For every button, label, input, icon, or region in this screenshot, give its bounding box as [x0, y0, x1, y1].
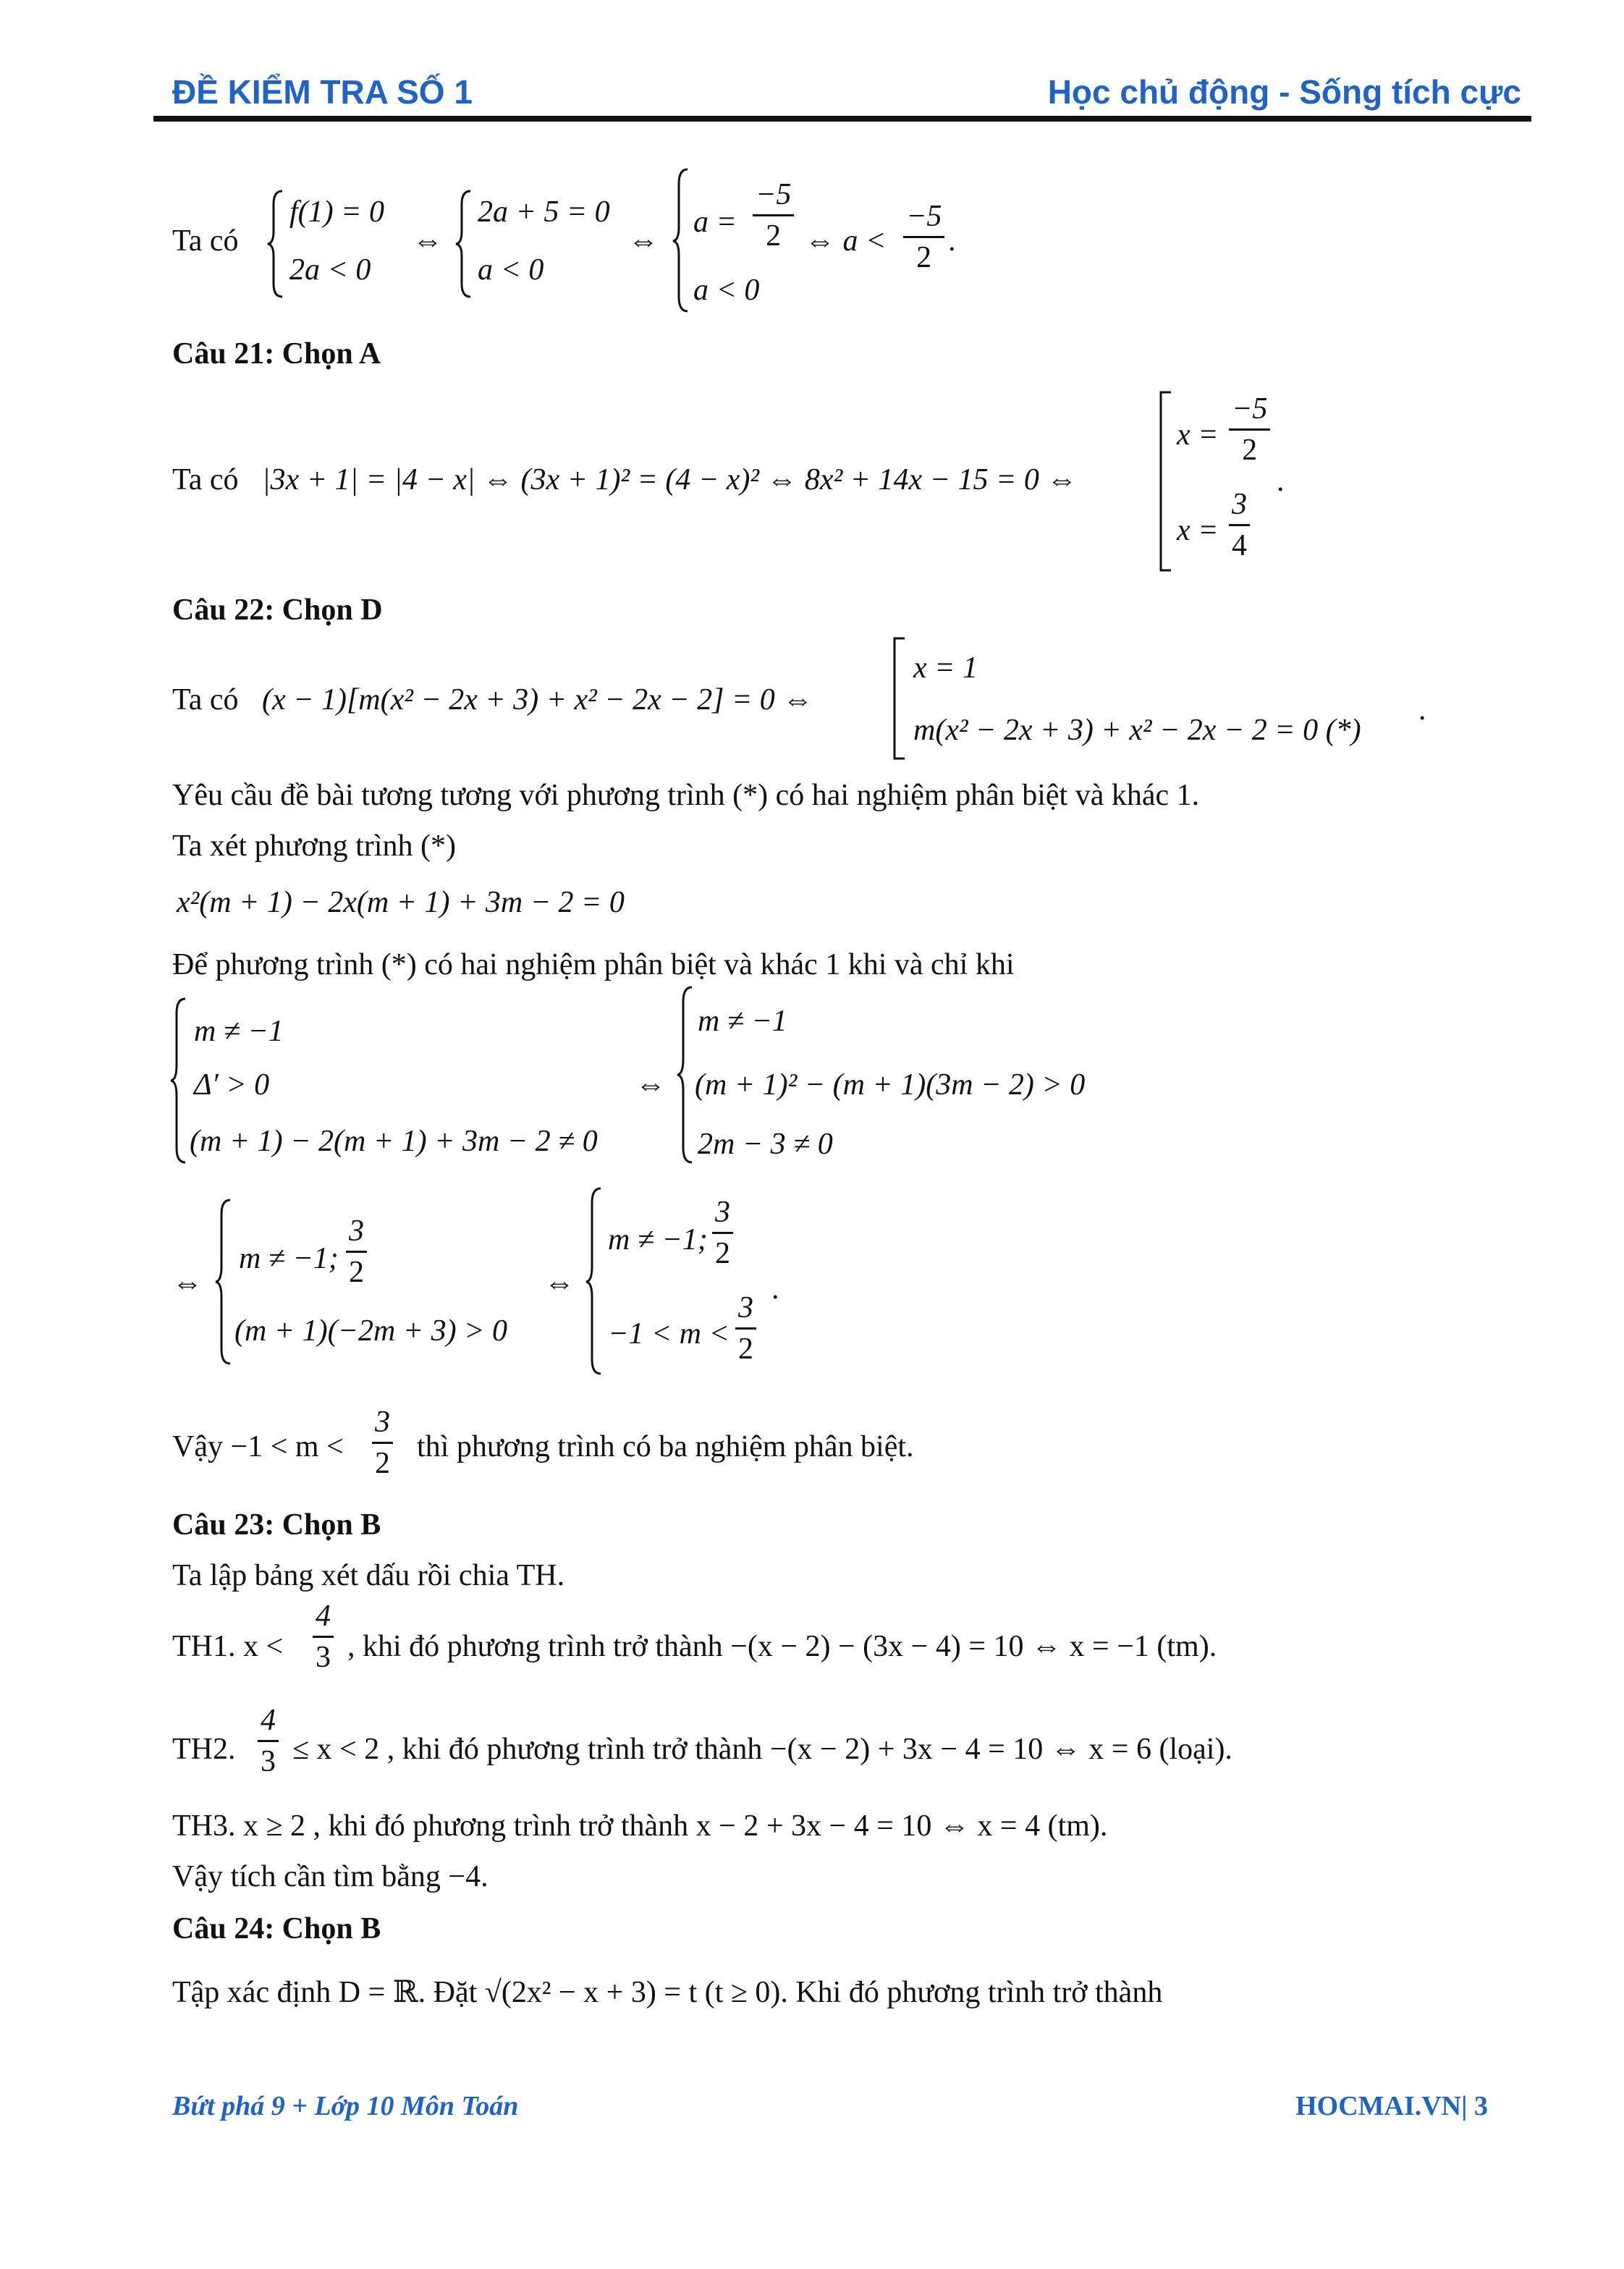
q22-final-1-frac: $\frac{3}{2}$: [712, 1197, 733, 1269]
q22-cond-2: Δ′ > 0: [194, 1068, 270, 1102]
q22-final-period: .: [771, 1272, 779, 1306]
q20-sys2-b: a < 0: [478, 253, 544, 287]
header-divider: [153, 116, 1531, 122]
q20-equiv-2: ⇔: [628, 224, 659, 258]
q22-equation-expanded: x²(m + 1) − 2x(m + 1) + 3m − 2 = 0: [177, 886, 625, 919]
q24-statement: Tập xác định D = ℝ. Đặt √(2x² − x + 3) = t (t ≥ 0). Khi đó phương trình trở thành: [172, 1976, 1163, 2009]
q20-sys2-a: 2a + 5 = 0: [478, 195, 610, 229]
q20-sys1-a: f(1) = 0: [289, 195, 384, 229]
q23-case-2-a: TH2.: [172, 1733, 236, 1766]
q20-result: ⇔ a <: [805, 224, 887, 258]
q21-root-1: x =: [1177, 418, 1219, 452]
q22-bracket: [892, 637, 906, 760]
q20-brace-3: [674, 168, 689, 313]
q20-sys3-b: a < 0: [693, 274, 760, 307]
q22-equiv-2: ⇔: [172, 1267, 203, 1300]
q22-derived-1: m ≠ −1: [698, 1005, 787, 1038]
q23-case-3: TH3. x ≥ 2 , khi đó phương trình trở thành x − 2 + 3x − 4 = 10 ⇔ x = 4 (tm).: [172, 1809, 1108, 1843]
q21-root-1-frac: $\frac{-5}{2}$: [1229, 394, 1270, 465]
q23-case-1-b: , khi đó phương trình trở thành −(x − 2) − (3x − 4) = 10 ⇔ x = −1 (tm).: [347, 1630, 1217, 1663]
q20-equiv-1: ⇔: [413, 224, 443, 258]
q21-intro: Ta có: [172, 463, 239, 497]
q22-title: Câu 22: Chọn D: [172, 593, 383, 627]
q22-cond-1: m ≠ −1: [194, 1015, 284, 1048]
q21-title: Câu 21: Chọn A: [172, 337, 381, 371]
q22-brace-1: [172, 997, 187, 1164]
q22-brace-2: [679, 986, 693, 1164]
q22-final-2: −1 < m <: [608, 1317, 729, 1351]
q20-intro: Ta có: [172, 224, 239, 258]
q21-period: .: [1277, 465, 1285, 498]
q22-intro: Ta có: [172, 683, 239, 717]
q22-condition-intro: Để phương trình (*) có hai nghiệm phân biệt và khác 1 khi và chỉ khi: [172, 948, 1015, 981]
q22-equation: (x − 1)[m(x² − 2x + 3) + x² − 2x − 2] = 0 ⇔: [262, 683, 813, 717]
q22-conclusion-frac: $\frac{3}{2}$: [372, 1407, 393, 1479]
footer-site-page: HOCMAI.VN| 3: [1295, 2091, 1488, 2121]
q22-step-1: m ≠ −1;: [239, 1242, 339, 1275]
q22-derived-3: 2m − 3 ≠ 0: [698, 1128, 833, 1161]
q22-derived-2: (m + 1)² − (m + 1)(3m − 2) > 0: [695, 1068, 1086, 1102]
q20-period: .: [948, 224, 956, 258]
q20-brace-1: [269, 190, 284, 298]
q21-root-2: x =: [1177, 514, 1219, 547]
q23-method: Ta lập bảng xét dấu rồi chia TH.: [172, 1559, 565, 1592]
q23-title: Câu 23: Chọn B: [172, 1508, 381, 1542]
q22-step-2: (m + 1)(−2m + 3) > 0: [234, 1314, 507, 1348]
q23-case-1-frac: $\frac{4}{3}$: [313, 1601, 334, 1673]
q20-sys1-b: 2a < 0: [289, 253, 371, 287]
q22-step-1-frac: $\frac{3}{2}$: [346, 1216, 367, 1288]
header-title: ĐỀ KIỂM TRA SỐ 1: [172, 73, 473, 111]
q22-statement: Yêu cầu đề bài tương tương với phương trình (*) có hai nghiệm phân biệt và khác 1.: [172, 779, 1200, 812]
q22-equiv-3: ⇔: [544, 1267, 575, 1300]
q22-brace-4: [588, 1187, 602, 1375]
q23-case-1-a: TH1. x <: [172, 1630, 284, 1663]
q22-cond-3: (m + 1) − 2(m + 1) + 3m − 2 ≠ 0: [190, 1125, 598, 1158]
q22-final-2-frac: $\frac{3}{2}$: [735, 1293, 756, 1364]
q22-conclusion-a: Vậy −1 < m <: [172, 1430, 344, 1463]
q24-title: Câu 24: Chọn B: [172, 1912, 381, 1945]
q20-sys3-a-frac: $\frac{-5}{2}$: [753, 179, 794, 251]
q20-brace-2: [457, 190, 472, 298]
q21-equation: |3x + 1| = |4 − x| ⇔ (3x + 1)² = (4 − x)² ⇔ 8x² + 14x − 15 = 0 ⇔: [262, 463, 1078, 497]
q21-root-2-frac: $\frac{3}{4}$: [1229, 489, 1250, 561]
q22-equiv-1: ⇔: [635, 1068, 666, 1102]
q22-case-2: m(x² − 2x + 3) + x² − 2x − 2 = 0 (*): [913, 714, 1361, 747]
q20-sys3-a: a =: [693, 206, 737, 239]
q21-bracket: [1158, 391, 1172, 572]
header-slogan: Học chủ động - Sống tích cực: [1047, 73, 1521, 111]
q22-conclusion-b: thì phương trình có ba nghiệm phân biệt.: [417, 1430, 914, 1463]
q22-case-1: x = 1: [913, 651, 978, 685]
q23-case-2-frac: $\frac{4}{3}$: [258, 1705, 279, 1777]
q22-consider: Ta xét phương trình (*): [172, 829, 456, 863]
q22-period: .: [1418, 693, 1426, 727]
q23-case-2-b: ≤ x < 2 , khi đó phương trình trở thành −(x − 2) + 3x − 4 = 10 ⇔ x = 6 (loại).: [292, 1733, 1232, 1766]
q22-brace-3: [217, 1199, 232, 1365]
footer-course: Bứt phá 9 + Lớp 10 Môn Toán: [172, 2091, 519, 2121]
q20-result-frac: $\frac{-5}{2}$: [903, 201, 944, 273]
q23-conclusion: Vậy tích cần tìm bằng −4.: [172, 1860, 489, 1893]
q22-final-1: m ≠ −1;: [608, 1223, 708, 1256]
